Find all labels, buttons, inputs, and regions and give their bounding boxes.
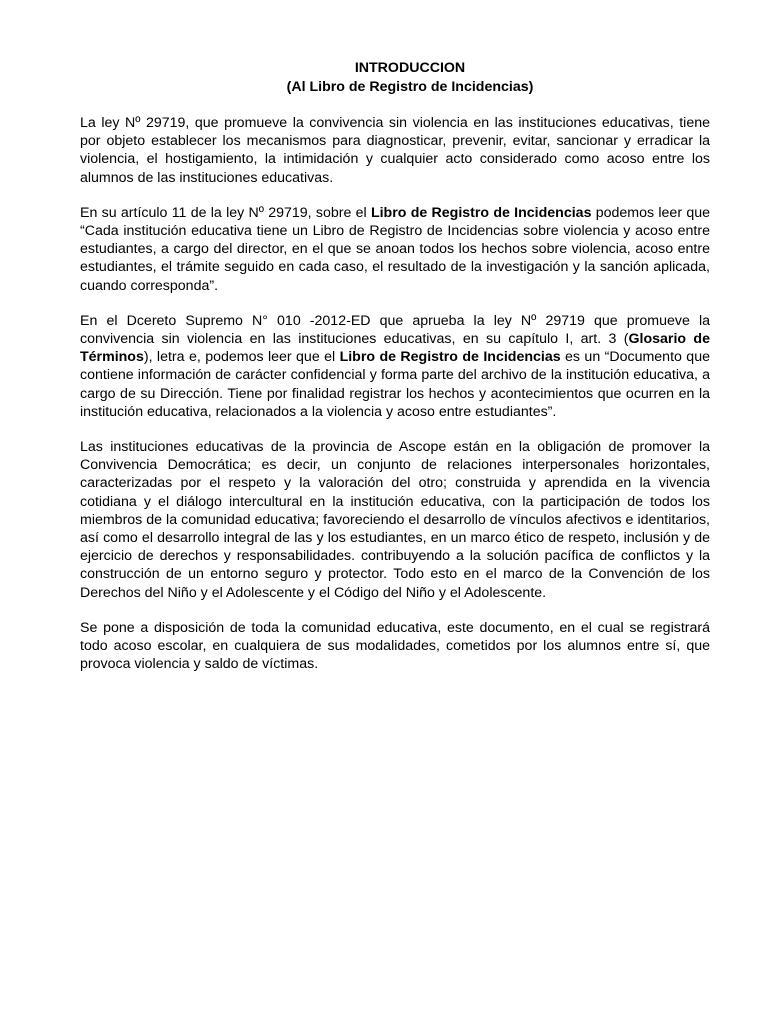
paragraph-2-bold: Libro de Registro de Incidencias — [370, 204, 592, 221]
document-title — [110, 59, 710, 97]
paragraph-3 — [80, 312, 710, 421]
paragraph-3-text-e: es un “Documento que contiene información de carácter confidencial y forma parte del archivo de la institución educativa, a cargo de su Dirección. Tiene por finalidad registrar los hechos y acontecimientos que ocurren en la institución educativa, relacionados a la violencia y acoso entre estudiantes”. — [80, 349, 710, 420]
paragraph-3-bold-glossary: Glosario de Términos — [80, 331, 710, 366]
paragraph-5: Se pone a disposición de toda la comunidad educativa, este documento, en el cual se registrará todo acoso escolar, en cualquiera de sus modalidades, cometidos por los alumnos entre sí, que provoca violencia y saldo de víctimas. — [80, 619, 710, 673]
paragraph-3-text-a: En el Dcereto Supremo N° 010 -2012-ED que aprueba la ley Nº 29719 que promueve la convivencia sin violencia en las instituciones educativas, en su capítulo I, art. 3 ( — [80, 312, 710, 348]
paragraph-2-text-c: podemos leer que “Cada institución educativa tiene un Libro de Registro de Incidencias sobre violencia y acoso entre estudiantes, a cargo del director, en el que se anoan todos los hechos sobre violencia, acoso entre estudiantes, el trámite seguido en cada caso, el resultado de la investigación y la sanción aplicada, cuando corresponda”. — [80, 204, 710, 294]
title-line-2: (Al Libro de Registro de Incidencias) — [286, 79, 534, 95]
title-line-1: INTRODUCCION — [354, 60, 466, 76]
paragraph-3-text-c: ), letra e, podemos leer que el — [143, 349, 340, 366]
paragraph-2 — [80, 204, 710, 295]
paragraph-4: Las instituciones educativas de la provincia de Ascope están en la obligación de promover la Convivencia Democrática; es decir, un conjunto de relaciones interpersonales horizontales, caracterizadas por el respeto y la valoración del otro; construida y aprendida en la vivencia cotidiana y el diálogo intercultural en la institución educativa, con la participación de todos los miembros de la comunidad educativa; favoreciendo el desarrollo de vínculos afectivos e identitarios, así como el desarrollo integral de las y los estudiantes, en un marco ético de respeto, inclusión y de ejercicio de derechos y responsabilidades. contribuyendo a la solución pacífica de conflictos y la construcción de un entorno seguro y protector. Todo esto en el marco de la Convención de los Derechos del Niño y el Adolescente y el Código del Niño y el Adolescente. — [80, 439, 710, 601]
paragraph-3-bold-book: Libro de Registro de Incidencias — [339, 349, 561, 366]
paragraph-2-text-a: En su artículo 11 de la ley Nº 29719, sobre el — [80, 204, 371, 221]
paragraph-1: La ley Nº 29719, que promueve la convivencia sin violencia en las instituciones educativas, tiene por objeto establecer los mecanismos para diagnosticar, prevenir, evitar, sancionar y erradicar la violencia, el hostigamiento, la intimidación y cualquier acto considerado como acoso entre los alumnos de las instituciones educativas. — [80, 115, 710, 186]
